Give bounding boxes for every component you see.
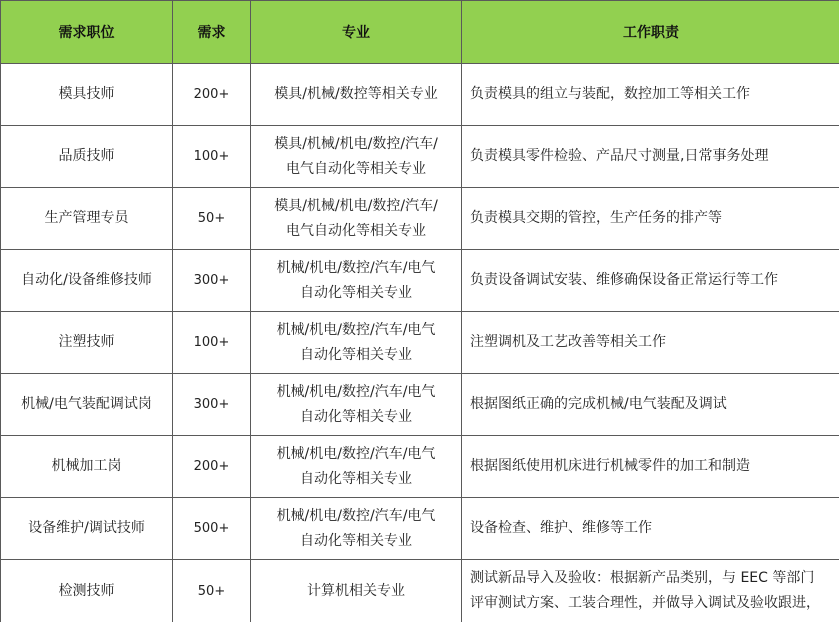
major-cell [251,436,462,498]
position-cell: 自动化/设备维修技师 [1,250,173,312]
demand-cell: 50+ [173,188,251,250]
table-row [1,436,839,498]
table-row [1,498,839,560]
position-cell: 模具技师 [1,64,173,126]
duty-cell: 根据图纸使用机床进行机械零件的加工和制造 [462,436,839,498]
table-row [1,126,839,188]
demand-cell: 200+ [173,436,251,498]
table-row [1,560,839,622]
position-cell: 检测技师 [1,560,173,622]
duty-cell: 根据图纸正确的完成机械/电气装配及调试 [462,374,839,436]
major-text: 模具/机械/数控等相关专业 [274,86,438,102]
major-cell [251,250,462,312]
duty-cell [462,560,839,622]
position-cell: 品质技师 [1,126,173,188]
table-row [1,250,839,312]
duty-cell: 负责模具的组立与装配，数控加工等相关工作 [462,64,839,126]
demand-cell: 100+ [173,126,251,188]
major-text: 计算机相关专业 [307,582,405,599]
demand-cell: 50+ [173,560,251,622]
position-cell: 设备维护/调试技师 [1,498,173,560]
position-cell: 机械/电气装配调试岗 [1,374,173,436]
duty-cell: 负责模具交期的管控，生产任务的排产等 [462,188,839,250]
table-row [1,188,839,250]
demand-cell: 200+ [173,64,251,126]
demand-cell: 500+ [173,498,251,560]
major-text: 模具/机械/机电/数控/汽车/ 电气自动化等相关专业 [274,197,438,239]
major-cell [251,126,462,188]
major-text: 机械/机电/数控/汽车/电气 自动化等相关专业 [276,259,436,301]
duty-cell: 设备检查、维护、维修等工作 [462,498,839,560]
major-text: 机械/机电/数控/汽车/电气 自动化等相关专业 [276,383,436,425]
demand-cell: 300+ [173,250,251,312]
header-demand: 需求 [173,1,251,64]
major-cell [251,374,462,436]
major-cell [251,498,462,560]
table-header-row [1,1,839,64]
duty-cell: 负责设备调试安装、维修确保设备正常运行等工作 [462,250,839,312]
duty-cell: 负责模具零件检验、产品尺寸测量,日常事务处理 [462,126,839,188]
major-cell [251,188,462,250]
header-major: 专业 [251,1,462,64]
table-row [1,64,839,126]
major-text: 模具/机械/机电/数控/汽车/ 电气自动化等相关专业 [274,135,438,177]
duty-cell: 注塑调机及工艺改善等相关工作 [462,312,839,374]
header-position: 需求职位 [1,1,173,64]
major-text: 机械/机电/数控/汽车/电气 自动化等相关专业 [276,507,436,549]
major-cell [251,64,462,126]
duty-text: 测试新品导入及验收：根据新产品类别，与 EEC 等部门 评审测试方案、工装合理性，并做导入调试及验收跟进， [470,570,820,611]
demand-cell: 100+ [173,312,251,374]
major-cell [251,312,462,374]
major-cell [251,560,462,622]
header-duty: 工作职责 [462,1,839,64]
table-row [1,374,839,436]
table-row [1,312,839,374]
major-text: 机械/机电/数控/汽车/电气 自动化等相关专业 [276,321,436,363]
major-text: 机械/机电/数控/汽车/电气 自动化等相关专业 [276,445,436,487]
position-cell: 机械加工岗 [1,436,173,498]
position-cell: 生产管理专员 [1,188,173,250]
demand-cell: 300+ [173,374,251,436]
position-cell: 注塑技师 [1,312,173,374]
